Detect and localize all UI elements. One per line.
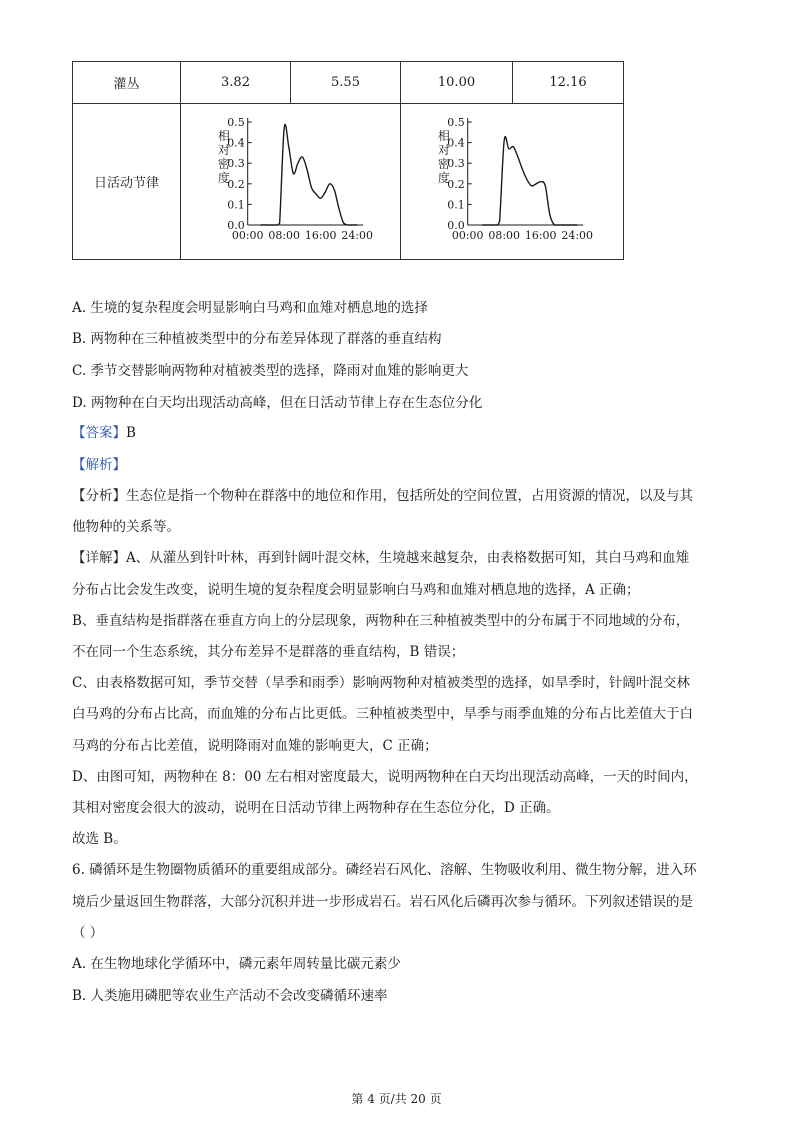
x-tick-label: 08:00 [488, 228, 520, 243]
y-tick-label: 0.1 [447, 198, 465, 212]
y-tick-label: 0.5 [227, 115, 245, 130]
y-tick-label: 0.5 [447, 115, 465, 130]
answer-line [72, 423, 136, 443]
x-tick-label: 00:00 [231, 228, 264, 243]
y-axis-label: 相对密度 [217, 128, 230, 186]
xiangjie-line-1 [72, 548, 689, 568]
y-tick-label: 0.2 [447, 177, 465, 191]
xiangjie-line-7: 马鸡的分布占比差值，说明降雨对血雉的影响更大，C 正确； [72, 738, 438, 754]
option-d: D. 两物种在白天均出现活动高峰，但在日活动节律上存在生态位分化 [72, 395, 483, 411]
x-tick-label: 24:00 [561, 228, 593, 243]
table-cell: 12.16 [513, 62, 624, 104]
fenxi-tag: 【分析】 [72, 488, 126, 504]
row-label-activity: 日活动节律 [73, 104, 181, 260]
y-tick-label: 0.3 [227, 157, 245, 171]
table-row-shrub [73, 62, 624, 104]
question-6-line-3: （ ） [72, 925, 104, 941]
y-tick-label: 0.0 [447, 218, 465, 233]
chart-cell-pheasant [181, 104, 401, 260]
analysis-tag: 【解析】 [72, 457, 126, 473]
xiangjie-text-1: A、从灌丛到针叶林，再到针阔叶混交林，生境越来越复杂，由表格数据可知，其白马鸡和血雉 [126, 550, 690, 566]
option-b: B. 两物种在三种植被类型中的分布差异体现了群落的垂直结构 [72, 331, 442, 347]
y-tick-label: 0.4 [447, 136, 465, 150]
y-tick-label: 0.3 [447, 157, 465, 171]
answer-value: B [126, 425, 136, 441]
x-tick-label: 16:00 [524, 228, 557, 243]
activity-chart-white-eared-pheasant [181, 104, 400, 259]
answer-tag: 【答案】 [72, 425, 126, 441]
question-6-option-a: A. 在生物地球化学循环中，磷元素年周转量比碳元素少 [72, 956, 401, 972]
fenxi-line-2: 他物种的关系等。 [72, 519, 180, 535]
xiangjie-line-4: 不在同一个生态系统，其分布差异不是群落的垂直结构，B 错误； [72, 644, 465, 660]
xiangjie-line-2: 分布占比会发生改变，说明生境的复杂程度会明显影响白马鸡和血雉对栖息地的选择，A 正确； [72, 582, 640, 598]
xiangjie-line-6: 白马鸡的分布占比高，而血雉的分布占比更低。三种植被类型中，旱季与雨季血雉的分布占比差值大于白 [72, 706, 693, 722]
choose-line: 故选 B。 [72, 831, 127, 847]
y-tick-label: 0.4 [227, 136, 245, 150]
xiangjie-line-3: B、垂直结构是指群落在垂直方向上的分层现象，两物种在三种植被类型中的分布属于不同地域的分布， [72, 613, 690, 629]
y-tick-label: 0.1 [227, 198, 245, 212]
xiangjie-tag: 【详解】 [72, 550, 126, 566]
series-line-1 [482, 137, 577, 225]
fenxi-line-1 [72, 486, 693, 506]
fenxi-text-1: 生态位是指一个物种在群落中的地位和作用，包括所处的空间位置，占用资源的情况，以及与其 [126, 488, 693, 504]
question-6-option-b: B. 人类施用磷肥等农业生产活动不会改变磷循环速率 [72, 988, 388, 1004]
option-a: A. 生境的复杂程度会明显影响白马鸡和血雉对栖息地的选择 [72, 300, 428, 316]
table-cell: 5.55 [291, 62, 401, 104]
x-tick-label: 16:00 [304, 228, 337, 243]
question-6-line-2: 境后少量返回生物群落，大部分沉积并进一步形成岩石。岩石风化后磷再次参与循环。下列叙述错误的是 [72, 894, 693, 910]
y-tick-label: 0.0 [227, 218, 245, 233]
data-table [72, 61, 624, 260]
xiangjie-line-8: D、由图可知，两物种在 8：00 左右相对密度最大，说明两物种在白天均出现活动高峰，一天的时间内， [72, 769, 698, 785]
xiangjie-line-5: C、由表格数据可知，季节交替（旱季和雨季）影响两物种对植被类型的选择，如旱季时，针阔叶混交林 [72, 675, 690, 691]
question-6-line-1: 6. 磷循环是生物圈物质循环的重要组成部分。磷经岩石风化、溶解、生物吸收利用、微生物分解，进入环 [72, 862, 697, 878]
chart-cell-blood-pheasant [401, 104, 624, 260]
table-cell: 10.00 [401, 62, 513, 104]
page-footer: 第 4 页/共 20 页 [351, 1092, 442, 1106]
table-row-activity [73, 104, 624, 260]
table-cell: 3.82 [181, 62, 291, 104]
option-c: C. 季节交替影响两物种对植被类型的选择，降雨对血雉的影响更大 [72, 363, 469, 379]
x-tick-label: 00:00 [451, 228, 484, 243]
activity-chart-blood-pheasant [401, 104, 623, 259]
row-label-shrub: 灌丛 [73, 62, 181, 104]
xiangjie-line-9: 其相对密度会很大的波动，说明在日活动节律上两物种存在生态位分化，D 正确。 [72, 800, 560, 816]
analysis-line [72, 455, 126, 475]
x-tick-label: 24:00 [341, 228, 373, 243]
x-tick-label: 08:00 [268, 228, 300, 243]
series-line-0 [260, 125, 357, 225]
y-axis-label: 相对密度 [437, 128, 450, 186]
y-tick-label: 0.2 [227, 177, 245, 191]
